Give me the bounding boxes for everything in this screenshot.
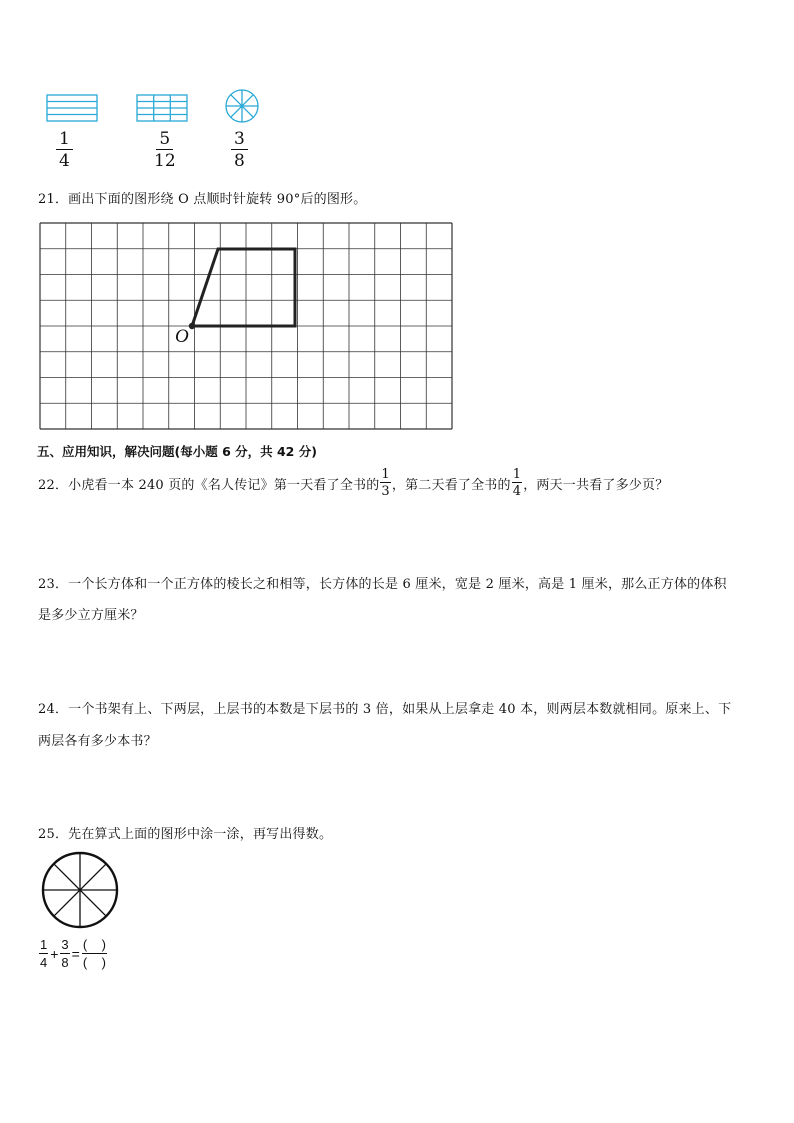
fraction-one-third <box>380 468 390 498</box>
denominator: 8 <box>61 955 69 970</box>
equals-sign: = <box>71 945 80 962</box>
plus-sign: + <box>50 945 59 962</box>
numerator: 1 <box>381 467 390 482</box>
denominator: 8 <box>234 151 245 171</box>
numerator: 1 <box>512 467 522 482</box>
fraction-five-twelfths <box>154 131 176 170</box>
question-21: 21．画出下面的图形绕 O 点顺时针旋转 90°后的图形。 <box>38 192 367 207</box>
numerator: 5 <box>156 131 173 150</box>
quadrilateral-figure <box>192 249 295 326</box>
fraction-figures <box>0 0 300 130</box>
q22-text-3: ，两天一共看了多少页？ <box>523 477 669 493</box>
fraction-addition-expression <box>39 938 107 969</box>
numerator: 1 <box>56 131 73 150</box>
denominator: 3 <box>381 484 390 499</box>
q22-text-1: 22．小虎看一本 240 页的《名人传记》第一天看了全书的 <box>38 477 380 493</box>
answer-blank-fraction[interactable] <box>82 938 107 969</box>
addend-one-quarter <box>39 938 48 969</box>
point-o-marker <box>189 323 195 329</box>
question-24-line-1: 24．一个书架有上、下两层，上层书的本数是下层书的 3 倍，如果从上层拿走 40 本，则两层本数就相同。原来上、下 <box>38 702 732 717</box>
section-heading: 五、应用知识，解决问题(每小题 6 分，共 42 分) <box>37 444 317 459</box>
question-25: 25．先在算式上面的图形中涂一涂，再写出得数。 <box>38 827 333 842</box>
q22-text-2: ，第二天看了全书的 <box>391 477 511 493</box>
question-23-line-1: 23．一个长方体和一个正方体的棱长之和相等，长方体的长是 6 厘米，宽是 2 厘米，高是 1 厘米，那么正方体的体积 <box>38 577 727 592</box>
point-o-label: O <box>175 326 189 347</box>
question-22 <box>38 468 668 498</box>
denominator: 4 <box>59 151 70 171</box>
numerator: 3 <box>231 131 248 150</box>
addend-three-eighths <box>60 938 69 969</box>
fraction-one-quarter <box>56 131 73 170</box>
question-24-line-2: 两层各有多少本书？ <box>38 734 157 749</box>
eighths-circle-to-shade[interactable] <box>40 850 122 932</box>
twelfths-grid-figure <box>137 95 187 121</box>
grid-lines <box>40 223 452 429</box>
quarter-strips-figure <box>47 95 97 121</box>
answer-numerator-blank[interactable]: ( ) <box>82 937 106 952</box>
answer-denominator-blank[interactable]: ( ) <box>82 955 106 970</box>
question-23-line-2: 是多少立方厘米？ <box>38 608 144 623</box>
fraction-one-quarter-inline <box>512 468 522 498</box>
fraction-three-eighths <box>231 131 248 170</box>
denominator: 4 <box>40 955 48 970</box>
eighths-circle-figure <box>226 90 258 122</box>
denominator: 4 <box>512 484 522 499</box>
denominator: 12 <box>154 151 176 171</box>
numerator: 3 <box>61 937 69 952</box>
numerator: 1 <box>40 937 48 952</box>
